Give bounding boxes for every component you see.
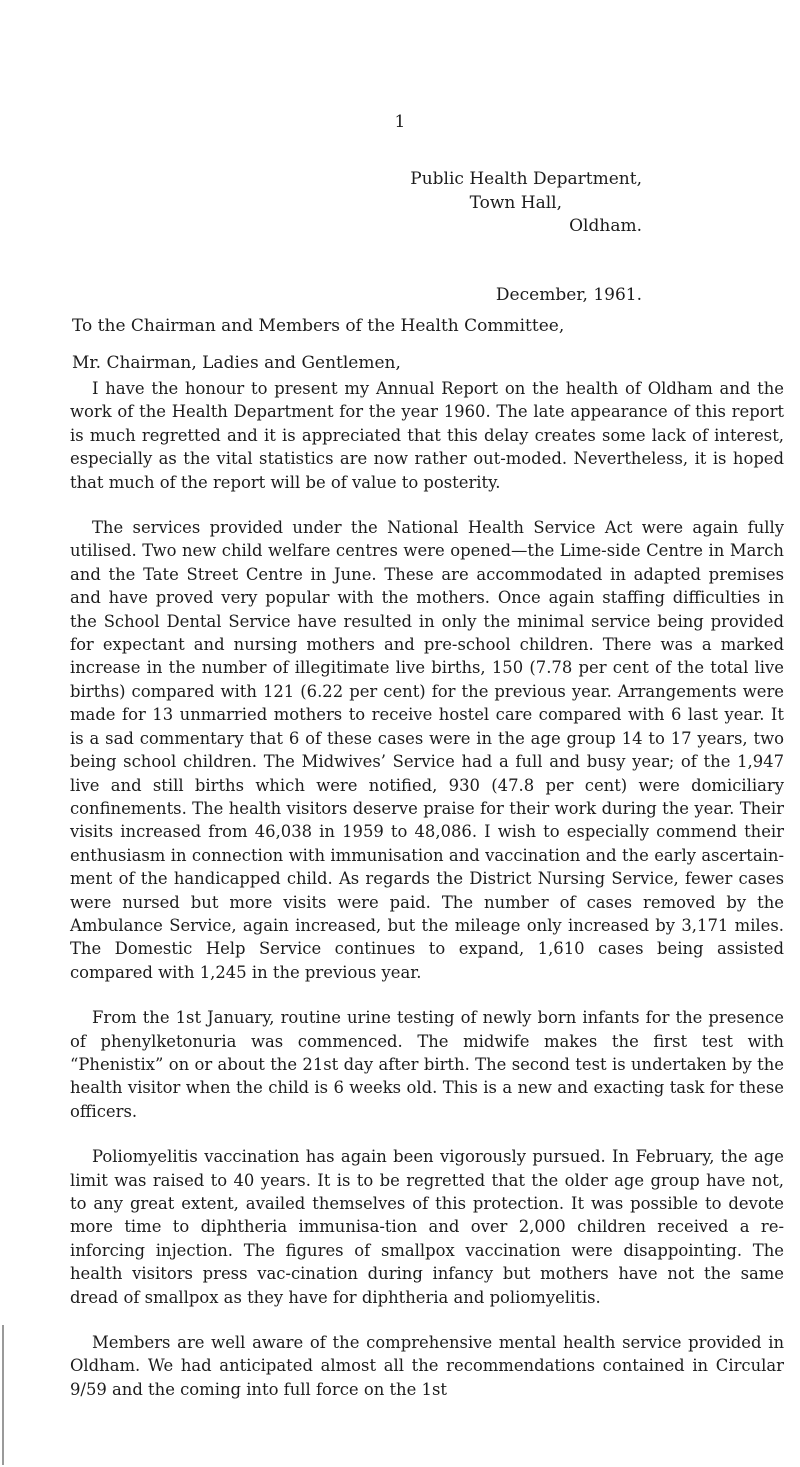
letter-date: December, 1961. (495, 285, 642, 305)
page-number: 1 (394, 112, 406, 132)
paragraph-phenylketonuria: From the 1st January, routine urine testing of newly born infants for the presence of phenylketonuria was commenced. The midwife makes the first test with “Phenistix” on or about the 21st day after birth. The second test is undertaken by the health visitor when the child is 6 weeks old. This is a new and exacting task for these officers. (70, 1008, 784, 1121)
greeting: Mr. Chairman, Ladies and Gentlemen, (72, 353, 401, 373)
addressee: To the Chairman and Members of the Health Committee, (72, 316, 565, 336)
paragraph-mental-health: Members are well aware of the comprehensive mental health service provided in Oldham. We had anticipated almost all the recommendations contained in Circular 9/59 and the coming into full force on the 1st (70, 1333, 784, 1399)
letter-body (70, 377, 784, 1401)
address-line-building: Town Hall, (469, 192, 562, 213)
sender-address (410, 168, 642, 239)
address-line-town: Oldham. (569, 216, 642, 236)
paragraph-vaccination: Poliomyelitis vaccination has again been vigorously pursued. In February, the age limit was raised to 40 years. It is to be regretted that the older age group have not, to any great extent, availed themselves of this protection. It was possible to devote more time to diphtheria immunisa-tion and over 2,000 children received a re-inforcing injection. The figures of smallpox vaccination were disappointing. The health visitors press vac-cination during infancy but mothers have not the same dread of smallpox as they have for diphtheria and poliomyelitis. (70, 1147, 784, 1307)
paragraph-introduction: I have the honour to present my Annual Report on the health of Oldham and the work of the Health Department for the year 1960. The late appearance of this report is much regretted and it is appreciated that this delay creates some lack of interest, especially as the vital statistics are now rather out-moded. Nevertheless, it is hoped that much of the report will be of value to posterity. (70, 379, 784, 492)
address-line-department: Public Health Department, (410, 169, 642, 189)
paragraph-nhs-services: The services provided under the National Health Service Act were again fully utilised. Two new child welfare centres were opened—the Lime-side Centre in March and the Tate Street Centre in June. These are accommodated in adapted premises and have proved very popular with the mothers. Once again staffing difficulties in the School Dental Service have resulted in only the minimal service being provided for expectant and nursing mothers and pre-school children. There was a marked increase in the number of illegitimate live births, 150 (7.78 per cent of the total live births) compared with 121 (6.22 per cent) for the previous year. Arrangements were made for 13 unmarried mothers to receive hostel care compared with 6 last year. It is a sad commentary that 6 of these cases were in the age group 14 to 17 years, two being school children. The Midwives’ Service had a full and busy year; of the 1,947 live and still births which were notified, 930 (47.8 per cent) were domiciliary confinements. The health visitors deserve praise for their work during the year. Their visits increased from 46,038 in 1959 to 48,086. I wish to especially commend their enthusiasm in connection with immunisation and vaccination and the early ascertain-ment of the handicapped child. As regards the District Nursing Service, fewer cases were nursed but more visits were paid. The number of cases removed by the Ambulance Service, again increased, but the mileage only increased by 3,171 miles. The Domestic Help Service continues to expand, 1,610 cases being assisted compared with 1,245 in the previous year. (70, 518, 784, 982)
salutation-block (72, 315, 772, 375)
scan-edge-line (2, 1325, 4, 1465)
